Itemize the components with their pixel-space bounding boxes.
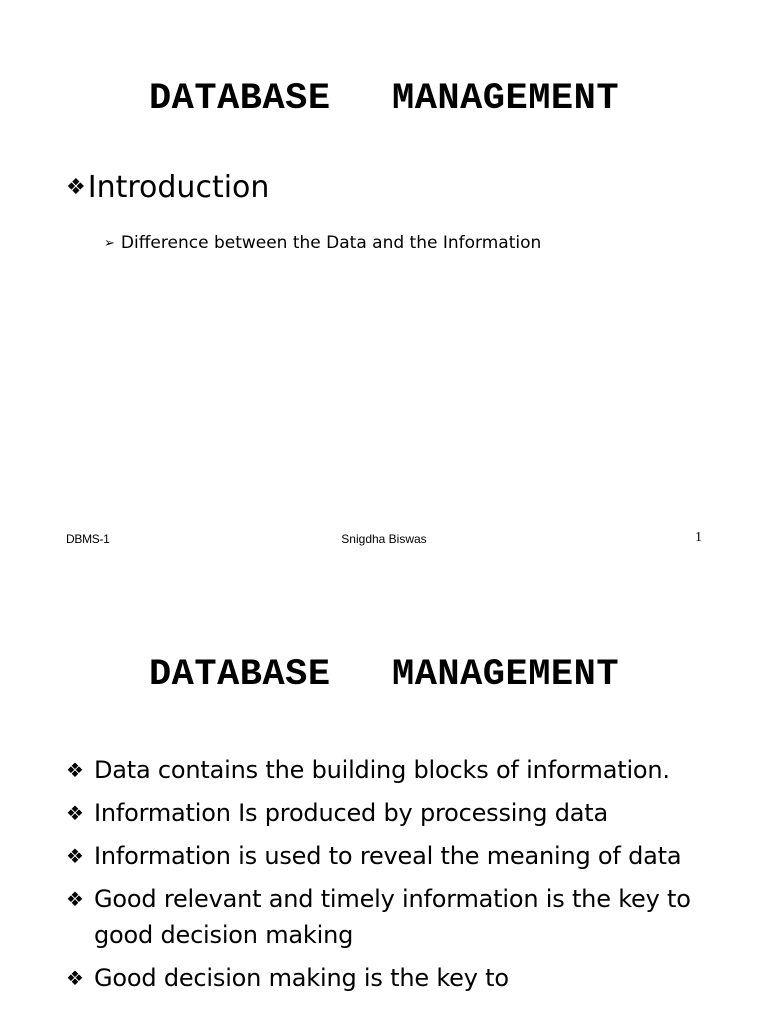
bullet-text: Introduction	[87, 170, 270, 205]
bullet-text: Good decision making is the key to	[94, 964, 509, 992]
sub-bullet-text: Difference between the Data and the Information	[120, 233, 542, 253]
list-item	[66, 838, 716, 874]
bullet-text: Information is used to reveal the meaning of data	[94, 842, 682, 870]
footer-author: Snigdha Biswas	[341, 532, 427, 546]
four-diamond-bullet-icon: ❖	[66, 175, 86, 200]
list-item	[66, 795, 716, 831]
slide-title: DATABASE MANAGEMENT	[148, 654, 620, 696]
footer-page-number: 1	[695, 530, 702, 545]
four-diamond-bullet-icon: ❖	[66, 801, 84, 825]
bullet-text: Information Is produced by processing data	[94, 799, 608, 827]
list-item	[66, 752, 716, 788]
four-diamond-bullet-icon: ❖	[66, 966, 84, 990]
bullet-text: Good relevant and timely information is the key to good decision making	[94, 885, 691, 949]
four-diamond-bullet-icon: ❖	[66, 887, 84, 911]
arrowhead-bullet-icon: ➢	[104, 236, 115, 251]
sub-bullet	[104, 233, 541, 253]
slide-2	[0, 576, 768, 1024]
list-item	[66, 960, 716, 996]
four-diamond-bullet-icon: ❖	[66, 758, 84, 782]
bullet-list	[66, 752, 716, 1003]
footer-course-code: DBMS-1	[66, 532, 110, 546]
bullet-text: Data contains the building blocks of information.	[94, 756, 670, 784]
four-diamond-bullet-icon: ❖	[66, 844, 84, 868]
slide-title: DATABASE MANAGEMENT	[148, 78, 620, 120]
list-item	[66, 881, 716, 953]
bullet-introduction	[66, 170, 269, 205]
